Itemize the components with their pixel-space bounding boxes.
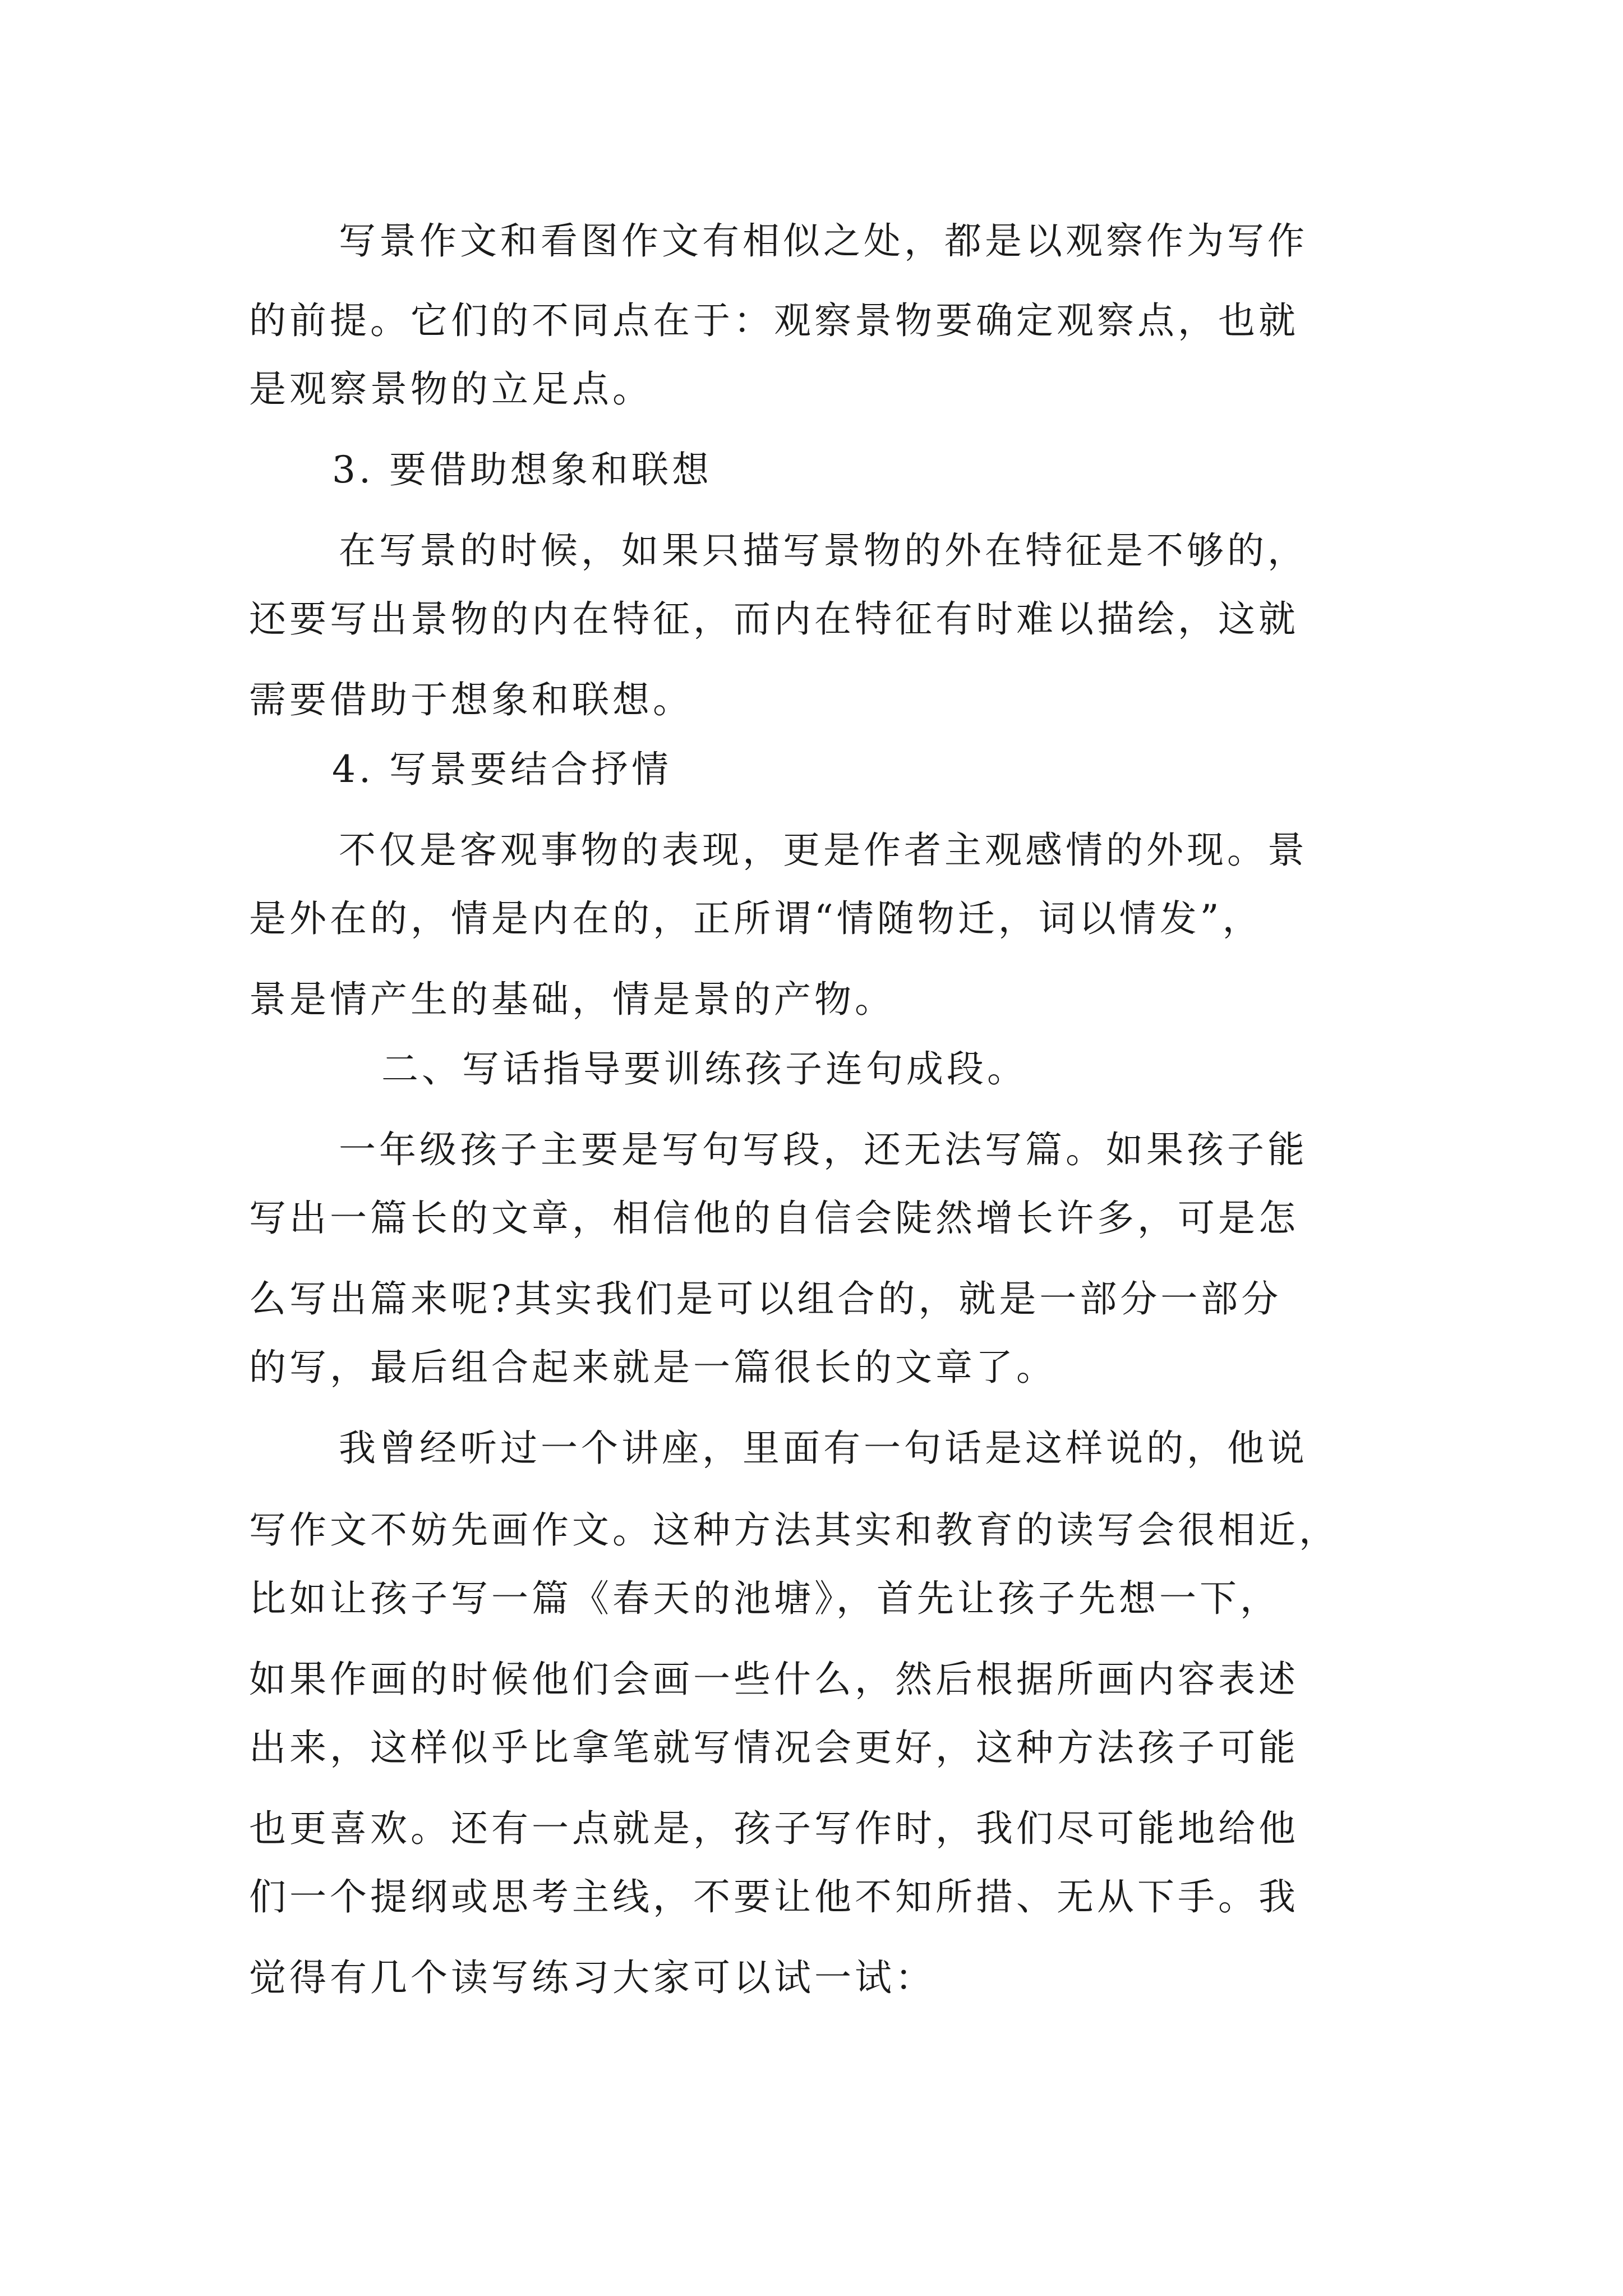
paragraph-line: 需要借助于想象和联想。 bbox=[249, 678, 693, 721]
paragraph-line: 的前提。它们的不同点在于：观察景物要确定观察点，也就 bbox=[249, 299, 1299, 342]
paragraph-line: 在写景的时候，如果只描写景物的外在特征是不够的， bbox=[339, 529, 1308, 572]
paragraph-line: 觉得有几个读写练习大家可以试一试： bbox=[249, 1956, 935, 1999]
section-heading: 二、写话指导要训练孩子连句成段。 bbox=[381, 1047, 1027, 1091]
paragraph-line: 写作文不妨先画作文。这种方法其实和教育的读写会很相近， bbox=[249, 1508, 1339, 1552]
paragraph-line: 比如让孩子写一篇《春天的池塘》，首先让孩子先想一下， bbox=[249, 1577, 1280, 1620]
paragraph-line: 如果作画的时候他们会画一些什么，然后根据所画内容表述 bbox=[249, 1658, 1299, 1701]
paragraph-line: 的写，最后组合起来就是一篇很长的文章了。 bbox=[249, 1346, 1057, 1389]
paragraph-line: 还要写出景物的内在特征，而内在特征有时难以描绘，这就 bbox=[249, 597, 1299, 641]
paragraph-line: 不仅是客观事物的表现，更是作者主观感情的外现。景 bbox=[339, 829, 1308, 872]
paragraph-line: 们一个提纲或思考主线，不要让他不知所措、无从下手。我 bbox=[249, 1875, 1299, 1918]
paragraph-line: 一年级孩子主要是写句写段，还无法写篇。如果孩子能 bbox=[339, 1128, 1308, 1171]
paragraph-line: 景是情产生的基础，情是景的产物。 bbox=[249, 978, 895, 1021]
paragraph-line: 我曾经听过一个讲座，里面有一句话是这样说的，他说 bbox=[339, 1427, 1308, 1470]
paragraph-line: 写出一篇长的文章，相信他的自信会陡然增长许多，可是怎 bbox=[249, 1197, 1299, 1240]
section-heading: 4. 写景要结合抒情 bbox=[332, 748, 672, 791]
paragraph-line: 么写出篇来呢?其实我们是可以组合的，就是一部分一部分 bbox=[249, 1277, 1282, 1320]
section-heading: 3. 要借助想象和联想 bbox=[332, 448, 712, 491]
paragraph-line: 是观察景物的立足点。 bbox=[249, 367, 653, 411]
paragraph-line: 也更喜欢。还有一点就是，孩子写作时，我们尽可能地给他 bbox=[249, 1807, 1299, 1850]
paragraph-line: 是外在的，情是内在的，正所谓“情随物迁，词以情发”， bbox=[249, 897, 1263, 940]
paragraph-line: 出来，这样似乎比拿笔就写情况会更好，这种方法孩子可能 bbox=[249, 1726, 1299, 1769]
paragraph-line: 写景作文和看图作文有相似之处，都是以观察作为写作 bbox=[339, 219, 1308, 263]
